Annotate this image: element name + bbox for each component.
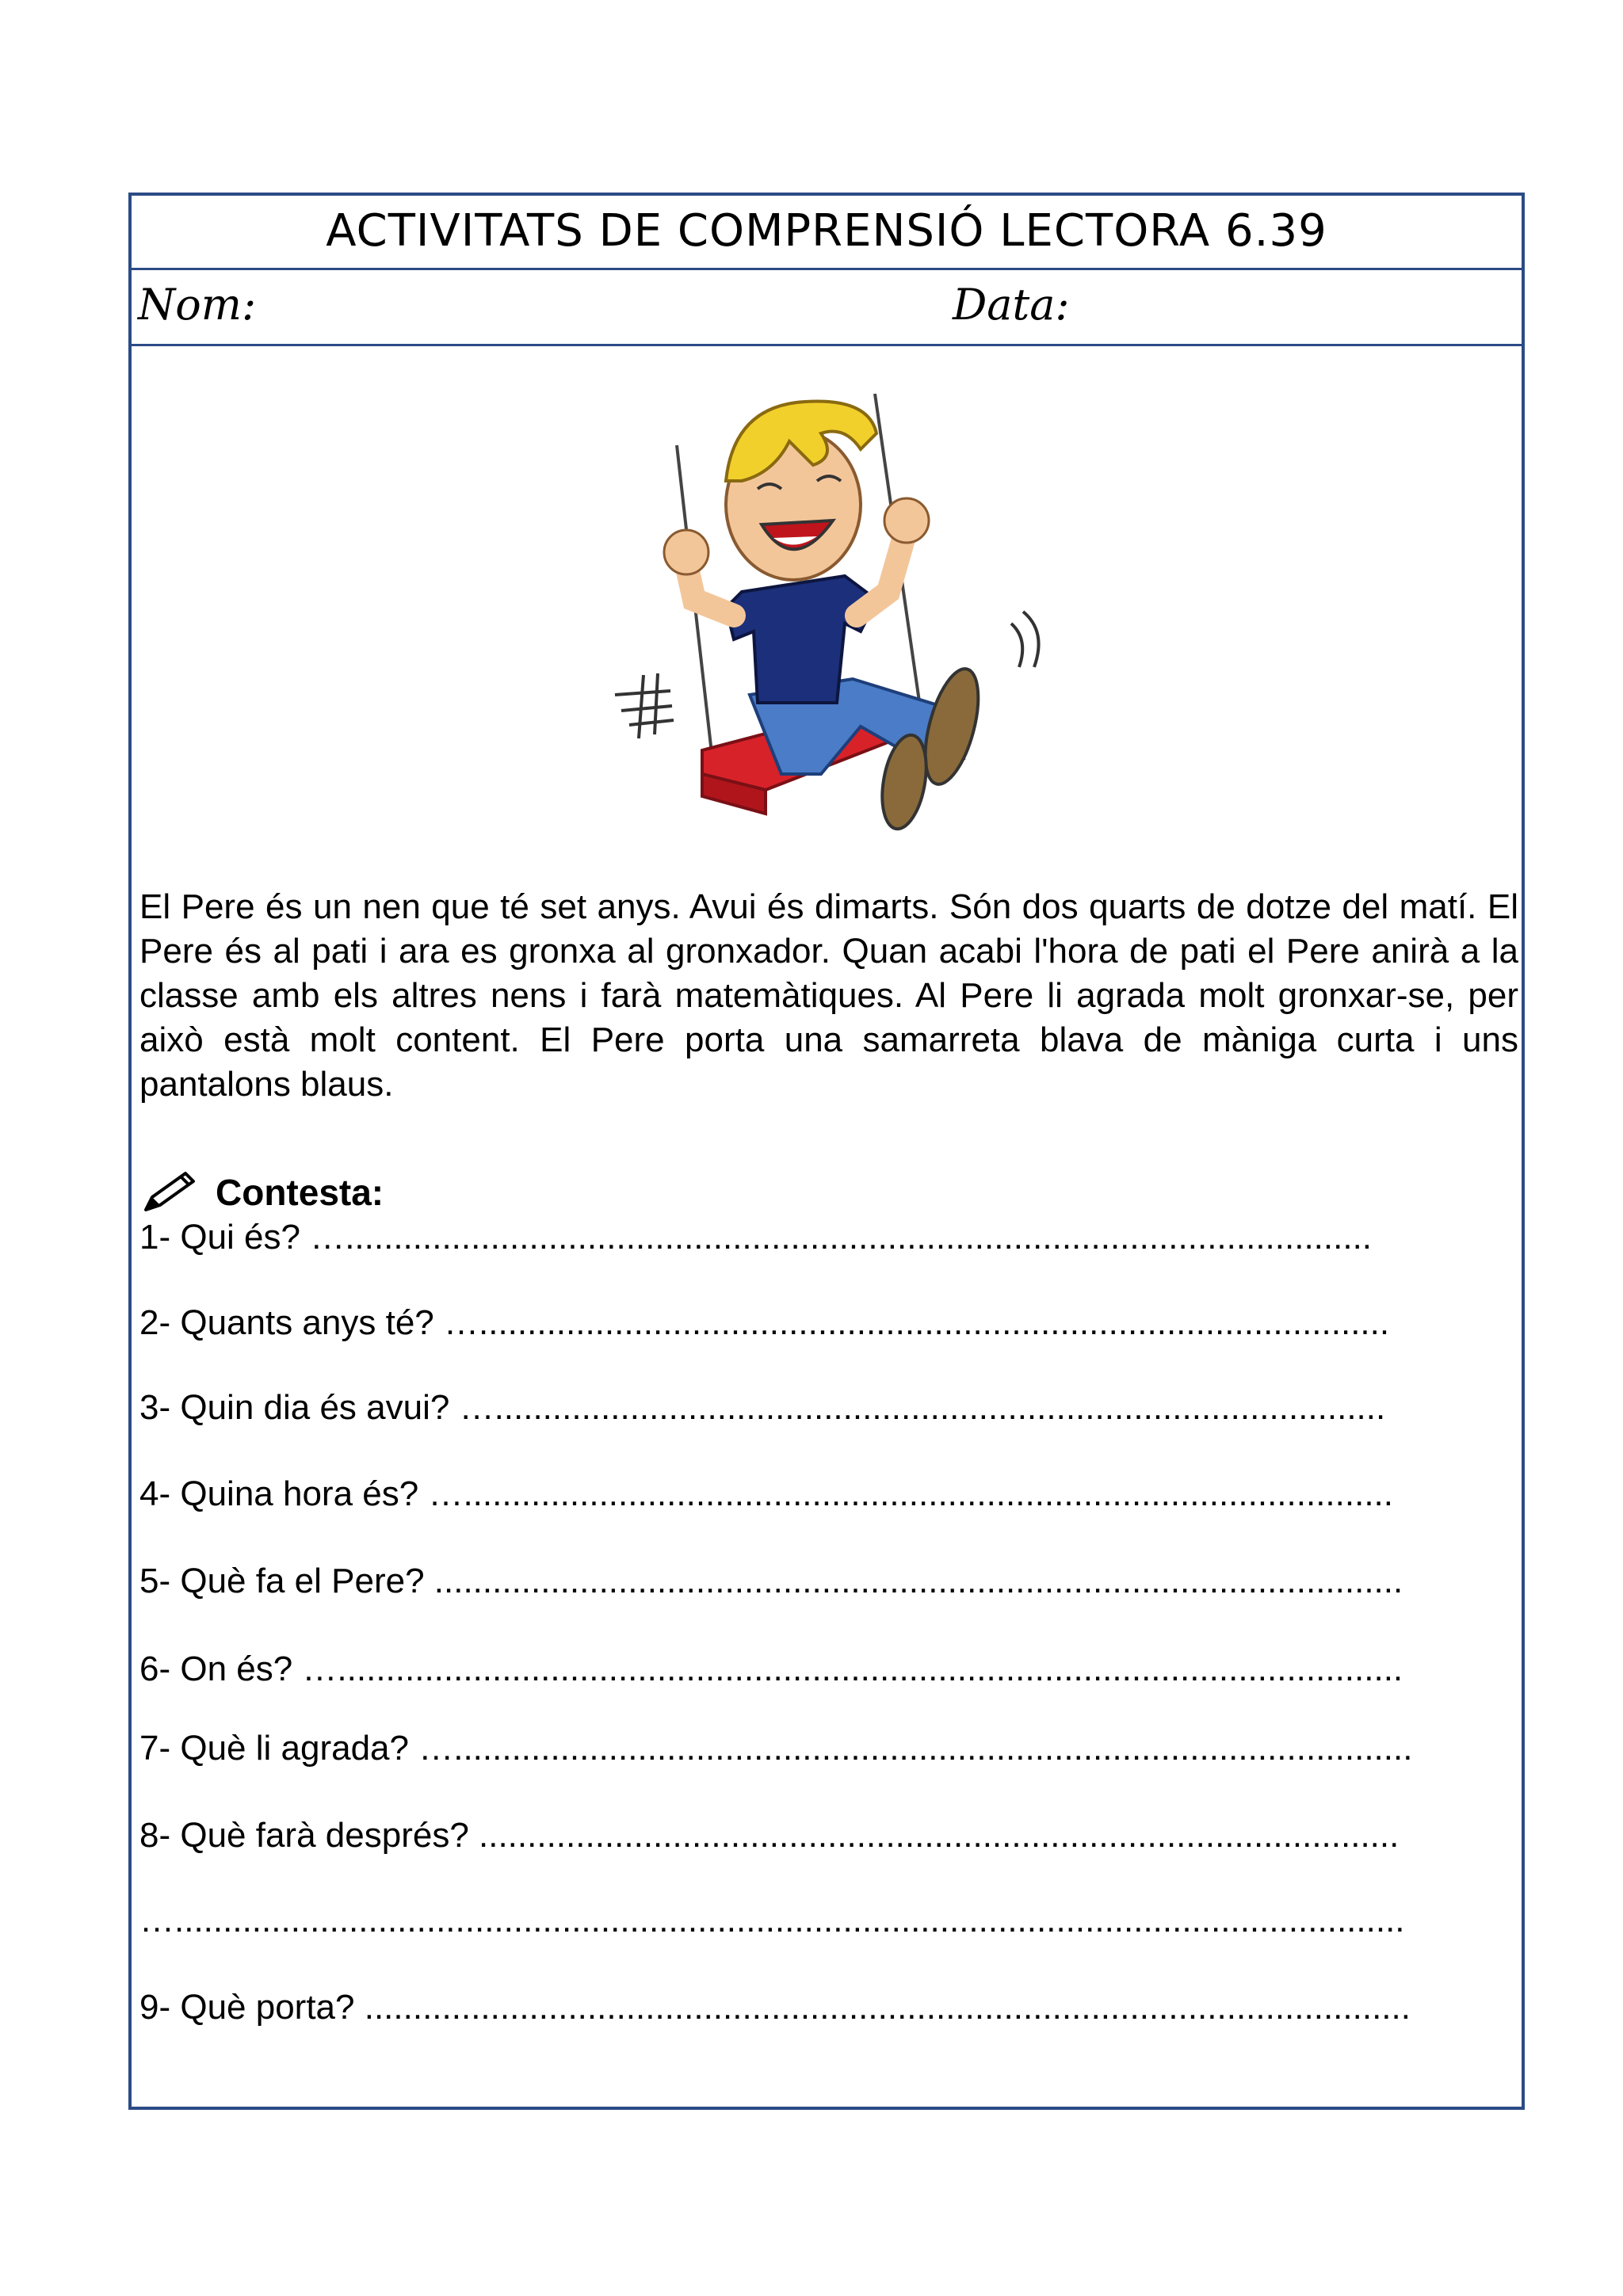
name-label: Nom: [138,280,257,330]
contesta-label: Contesta: [216,1172,384,1213]
contesta-heading [138,1169,384,1216]
question-9[interactable]: 9- Què porta? ............................................................................................................ [139,1988,1411,2027]
worksheet [128,193,1525,2110]
pencil-icon [138,1169,201,1216]
date-label: Data: [953,280,1070,330]
name-date-row [132,270,1522,346]
reading-text: El Pere és un nen que té set anys. Avui és dimarts. Són dos quarts de dotze del matí. El Pere és al pati i ara es gronxa al gronxador. Quan acabi l'hora de pati el Pere anirà a la classe amb els altres nens i farà matemàtiques. Al Pere li agrada molt gronxar-se, per això està molt content. El Pere porta una samarreta blava de màniga curta i uns pantalons blaus. [139,887,1518,1104]
question-1[interactable]: 1- Qui és? ….......................................................................................................... [139,1218,1373,1257]
question-3[interactable]: 3- Quin dia és avui? …............................................................................................ [139,1388,1386,1427]
title-row [132,196,1522,270]
question-8-continuation[interactable]: …............................................................................................................................... [139,1901,1405,1939]
question-7[interactable]: 7- Què li agrada? …................................................................................................... [139,1729,1413,1768]
boy-on-swing-illustration [583,362,1075,845]
question-8[interactable]: 8- Què farà després? ............................................................................................... [139,1816,1400,1855]
question-6[interactable]: 6- On és? ….............................................................................................................. [139,1650,1403,1688]
question-5[interactable]: 5- Què fa el Pere? .................................................................................................... [139,1562,1403,1600]
question-2[interactable]: 2- Quants anys té? ….............................................................................................. [139,1303,1390,1342]
page-title: ACTIVITATS DE COMPRENSIÓ LECTORA 6.39 [326,205,1327,257]
question-4[interactable]: 4- Quina hora és? …................................................................................................ [139,1474,1394,1513]
